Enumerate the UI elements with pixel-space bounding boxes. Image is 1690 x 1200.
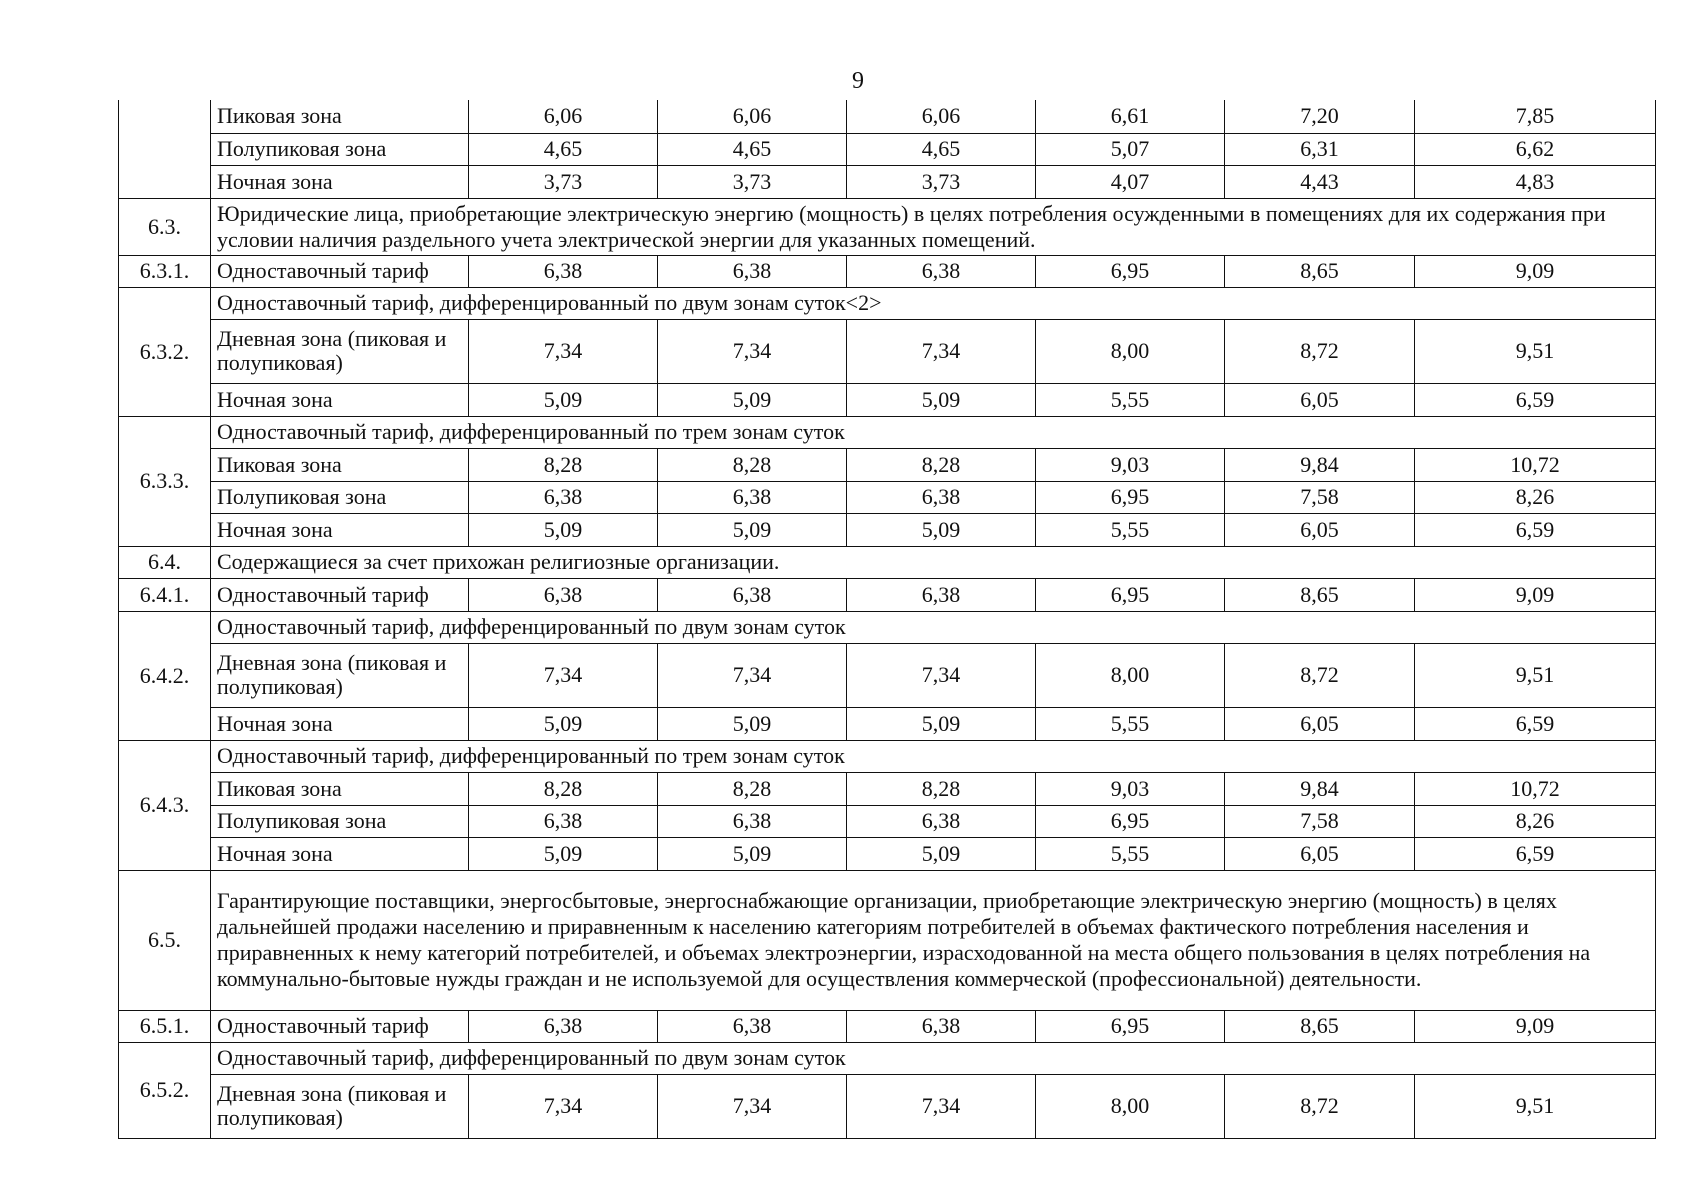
tariff-value: 9,09	[1415, 255, 1656, 287]
table-row	[119, 133, 1656, 165]
tariff-value: 5,55	[1036, 513, 1225, 546]
row-number: 6.4.2.	[119, 611, 211, 740]
tariff-value: 3,73	[847, 165, 1036, 198]
tariff-value: 8,65	[1225, 578, 1415, 611]
tariff-value: 5,09	[658, 383, 847, 416]
tariff-subheader: Одноставочный тариф, дифференцированный по трем зонам суток	[211, 740, 1656, 772]
table-row	[119, 319, 1656, 383]
table-row	[119, 481, 1656, 513]
tariff-value: 7,34	[658, 1074, 847, 1138]
row-number: 6.5.	[119, 870, 211, 1010]
tariff-value: 8,28	[847, 448, 1036, 481]
tariff-value: 6,38	[847, 481, 1036, 513]
row-number: 6.3.1.	[119, 255, 211, 287]
tariff-value: 6,38	[469, 578, 658, 611]
tariff-value: 10,72	[1415, 772, 1656, 805]
tariff-value: 6,38	[847, 255, 1036, 287]
tariff-value: 7,34	[847, 1074, 1036, 1138]
tariff-value: 6,62	[1415, 133, 1656, 165]
tariff-value: 8,00	[1036, 319, 1225, 383]
tariff-value: 9,09	[1415, 1010, 1656, 1042]
table-row	[119, 255, 1656, 287]
tariff-value: 6,05	[1225, 383, 1415, 416]
row-label: Полупиковая зона	[211, 133, 469, 165]
subheader-row	[119, 287, 1656, 319]
tariff-value: 5,09	[469, 383, 658, 416]
tariff-value: 6,38	[469, 481, 658, 513]
tariff-value: 6,95	[1036, 1010, 1225, 1042]
row-label: Ночная зона	[211, 837, 469, 870]
tariff-value: 9,09	[1415, 578, 1656, 611]
tariff-value: 5,09	[847, 513, 1036, 546]
tariff-value: 6,38	[469, 255, 658, 287]
tariff-value: 4,07	[1036, 165, 1225, 198]
row-number: 6.5.2.	[119, 1042, 211, 1138]
tariff-subheader: Одноставочный тариф, дифференцированный по трем зонам суток	[211, 416, 1656, 448]
tariff-subheader: Одноставочный тариф, дифференцированный по двум зонам суток<2>	[211, 287, 1656, 319]
tariff-value: 6,95	[1036, 255, 1225, 287]
tariff-value: 4,65	[847, 133, 1036, 165]
tariff-value: 6,38	[658, 255, 847, 287]
tariff-value: 5,09	[658, 837, 847, 870]
tariff-value: 6,38	[847, 805, 1036, 837]
tariff-value: 6,95	[1036, 481, 1225, 513]
row-label: Пиковая зона	[211, 772, 469, 805]
tariff-value: 5,09	[847, 707, 1036, 740]
row-label: Дневная зона (пиковая и полупиковая)	[211, 643, 469, 707]
tariff-value: 6,38	[469, 805, 658, 837]
row-label: Пиковая зона	[211, 448, 469, 481]
tariff-value: 6,06	[658, 100, 847, 133]
tariff-value: 5,55	[1036, 707, 1225, 740]
tariff-value: 4,65	[469, 133, 658, 165]
tariff-value: 5,09	[469, 513, 658, 546]
tariff-value: 7,34	[469, 319, 658, 383]
table-row	[119, 513, 1656, 546]
section-title: Юридические лица, приобретающие электрическую энергию (мощность) в целях потребления осужденными в помещениях для их содержания при условии наличия раздельного учета электрической энергии для указанных помещений.	[211, 198, 1656, 255]
tariff-value: 5,09	[847, 383, 1036, 416]
tariff-value: 8,00	[1036, 643, 1225, 707]
row-number: 6.5.1.	[119, 1010, 211, 1042]
tariff-value: 8,72	[1225, 319, 1415, 383]
section-row	[119, 546, 1656, 578]
row-label: Ночная зона	[211, 513, 469, 546]
tariff-value: 4,83	[1415, 165, 1656, 198]
row-number: 6.3.2.	[119, 287, 211, 416]
tariff-value: 8,00	[1036, 1074, 1225, 1138]
tariff-value: 6,38	[658, 1010, 847, 1042]
subheader-row	[119, 611, 1656, 643]
row-number	[119, 100, 211, 198]
tariff-value: 3,73	[469, 165, 658, 198]
row-label: Ночная зона	[211, 707, 469, 740]
row-label: Одноставочный тариф	[211, 578, 469, 611]
tariff-value: 6,59	[1415, 707, 1656, 740]
tariff-value: 6,38	[658, 805, 847, 837]
table-row	[119, 837, 1656, 870]
tariff-value: 5,07	[1036, 133, 1225, 165]
tariff-value: 6,59	[1415, 837, 1656, 870]
row-label: Полупиковая зона	[211, 805, 469, 837]
subheader-row	[119, 740, 1656, 772]
tariff-value: 6,59	[1415, 513, 1656, 546]
row-label: Дневная зона (пиковая и полупиковая)	[211, 1074, 469, 1138]
tariff-value: 7,85	[1415, 100, 1656, 133]
tariff-value: 5,55	[1036, 837, 1225, 870]
tariff-value: 8,72	[1225, 643, 1415, 707]
tariff-value: 7,34	[469, 1074, 658, 1138]
row-label: Полупиковая зона	[211, 481, 469, 513]
tariff-value: 6,38	[658, 578, 847, 611]
row-number: 6.3.	[119, 198, 211, 255]
tariff-value: 6,06	[847, 100, 1036, 133]
subheader-row	[119, 1042, 1656, 1074]
tariff-value: 8,26	[1415, 481, 1656, 513]
tariff-value: 6,06	[469, 100, 658, 133]
tariff-value: 7,34	[847, 643, 1036, 707]
table-row	[119, 165, 1656, 198]
row-label: Ночная зона	[211, 165, 469, 198]
tariff-value: 6,59	[1415, 383, 1656, 416]
tariff-value: 7,34	[847, 319, 1036, 383]
row-label: Дневная зона (пиковая и полупиковая)	[211, 319, 469, 383]
tariff-value: 5,09	[847, 837, 1036, 870]
tariff-value: 6,95	[1036, 578, 1225, 611]
tariff-value: 8,72	[1225, 1074, 1415, 1138]
tariff-value: 9,03	[1036, 772, 1225, 805]
row-number: 6.3.3.	[119, 416, 211, 546]
table-row	[119, 383, 1656, 416]
tariff-value: 7,34	[469, 643, 658, 707]
tariff-value: 8,28	[658, 772, 847, 805]
tariff-value: 6,05	[1225, 513, 1415, 546]
tariff-value: 8,26	[1415, 805, 1656, 837]
tariff-value: 6,05	[1225, 707, 1415, 740]
row-number: 6.4.3.	[119, 740, 211, 870]
tariff-value: 6,05	[1225, 837, 1415, 870]
tariff-subheader: Одноставочный тариф, дифференцированный по двум зонам суток	[211, 1042, 1656, 1074]
tariff-value: 9,84	[1225, 772, 1415, 805]
tariff-value: 8,28	[469, 448, 658, 481]
row-label: Пиковая зона	[211, 100, 469, 133]
tariff-value: 5,09	[658, 707, 847, 740]
table-row	[119, 100, 1656, 133]
section-title: Гарантирующие поставщики, энергосбытовые, энергоснабжающие организации, приобретающие электрическую энергию (мощность) в целях дальнейшей продажи населению и приравненным к населению категориям потребителей в объемах фактического потребления населения и приравненных к нему категорий потребителей, и объемах электроэнергии, израсходованной на места общего пользования в целях потребления на коммунально-бытовые нужды граждан и не используемой для осуществления коммерческой (профессиональной) деятельности.	[211, 870, 1656, 1010]
tariff-value: 4,65	[658, 133, 847, 165]
table-row	[119, 448, 1656, 481]
table-row	[119, 578, 1656, 611]
subheader-row	[119, 416, 1656, 448]
table-row	[119, 772, 1656, 805]
tariff-value: 9,84	[1225, 448, 1415, 481]
tariff-value: 6,38	[658, 481, 847, 513]
tariff-value: 6,38	[847, 578, 1036, 611]
row-label: Одноставочный тариф	[211, 255, 469, 287]
row-label: Одноставочный тариф	[211, 1010, 469, 1042]
row-label: Ночная зона	[211, 383, 469, 416]
table-row	[119, 1010, 1656, 1042]
tariff-subheader: Одноставочный тариф, дифференцированный по двум зонам суток	[211, 611, 1656, 643]
section-row	[119, 198, 1656, 255]
tariff-value: 5,09	[469, 707, 658, 740]
tariff-value: 6,38	[847, 1010, 1036, 1042]
tariff-value: 9,51	[1415, 1074, 1656, 1138]
tariff-value: 8,28	[658, 448, 847, 481]
tariff-value: 5,55	[1036, 383, 1225, 416]
tariff-value: 6,31	[1225, 133, 1415, 165]
section-title: Содержащиеся за счет прихожан религиозные организации.	[211, 546, 1656, 578]
tariff-value: 9,03	[1036, 448, 1225, 481]
tariff-value: 6,38	[469, 1010, 658, 1042]
table-row	[119, 643, 1656, 707]
tariff-value: 10,72	[1415, 448, 1656, 481]
page-number: 9	[852, 68, 864, 94]
section-row	[119, 870, 1656, 1010]
row-number: 6.4.	[119, 546, 211, 578]
tariff-value: 8,28	[469, 772, 658, 805]
tariff-value: 4,43	[1225, 165, 1415, 198]
tariff-value: 7,20	[1225, 100, 1415, 133]
tariff-value: 7,58	[1225, 805, 1415, 837]
tariff-value: 7,34	[658, 319, 847, 383]
tariff-value: 3,73	[658, 165, 847, 198]
tariff-value: 8,65	[1225, 1010, 1415, 1042]
table-row	[119, 1074, 1656, 1138]
table-row	[119, 805, 1656, 837]
table-row	[119, 707, 1656, 740]
tariff-value: 7,58	[1225, 481, 1415, 513]
tariff-value: 7,34	[658, 643, 847, 707]
tariff-value: 9,51	[1415, 643, 1656, 707]
row-number: 6.4.1.	[119, 578, 211, 611]
tariff-value: 8,65	[1225, 255, 1415, 287]
tariff-table	[118, 100, 1656, 1139]
tariff-value: 9,51	[1415, 319, 1656, 383]
tariff-value: 8,28	[847, 772, 1036, 805]
tariff-value: 6,61	[1036, 100, 1225, 133]
tariff-value: 6,95	[1036, 805, 1225, 837]
tariff-value: 5,09	[658, 513, 847, 546]
tariff-value: 5,09	[469, 837, 658, 870]
